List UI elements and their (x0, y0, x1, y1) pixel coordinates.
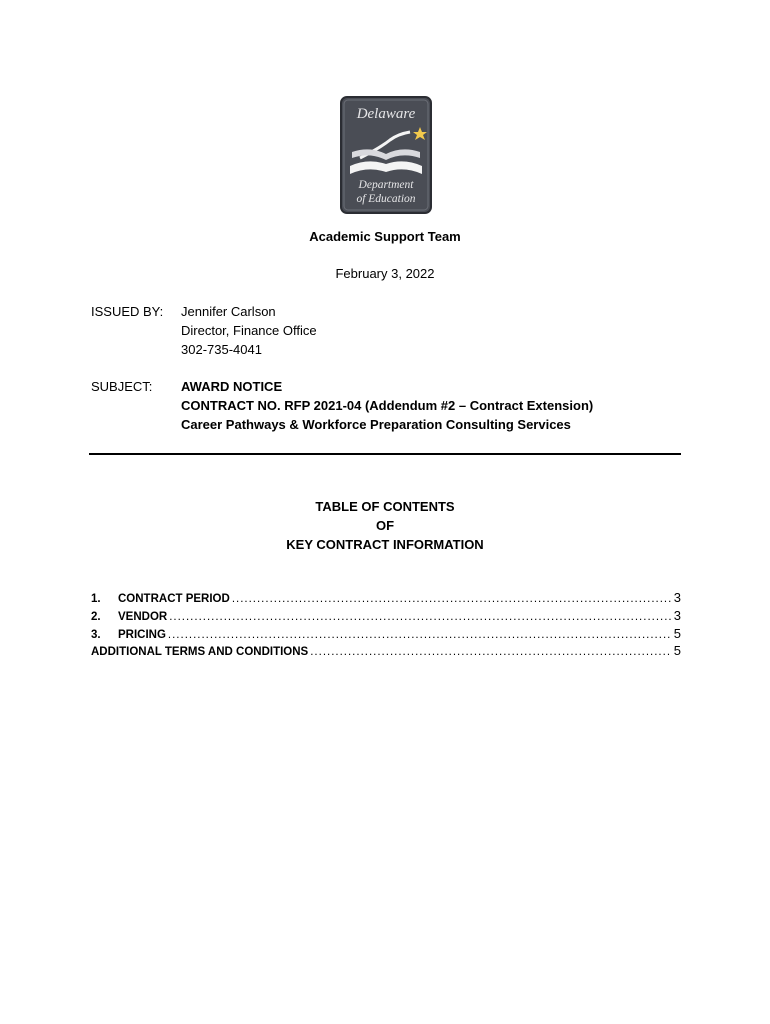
toc-leader-dots (169, 611, 672, 623)
toc-heading-line2: OF (375, 518, 395, 533)
toc-entry-number: 3. (91, 629, 101, 641)
toc-heading (0, 497, 770, 554)
toc-entry-title[interactable]: CONTRACT PERIOD (118, 593, 230, 605)
document-date: February 3, 2022 (335, 266, 435, 281)
toc-entry-contract-period[interactable] (91, 590, 681, 608)
issued-by-block (181, 302, 317, 359)
issuer-title: Director, Finance Office (181, 323, 317, 338)
toc-entry-page: 5 (673, 626, 681, 641)
logo-text-delaware: Delaware (356, 106, 416, 122)
logo-text-department: Department (358, 179, 414, 191)
toc-leader-dots (310, 646, 672, 658)
issued-by-label: ISSUED BY: (91, 304, 164, 319)
toc-heading-line3: KEY CONTRACT INFORMATION (286, 537, 484, 552)
section-divider (89, 453, 681, 455)
issuer-phone: 302-735-4041 (181, 342, 262, 357)
toc-entry-vendor[interactable] (91, 608, 681, 626)
issuer-name: Jennifer Carlson (181, 304, 276, 319)
toc-entry-title[interactable]: ADDITIONAL TERMS AND CONDITIONS (91, 646, 309, 658)
toc-entry-number: 2. (91, 611, 101, 623)
logo-text-education: of Education (356, 193, 416, 205)
team-heading: Academic Support Team (309, 229, 461, 244)
toc-entry-title[interactable]: PRICING (118, 629, 166, 641)
toc-entry-number: 1. (91, 593, 101, 605)
subject-label: SUBJECT: (91, 379, 153, 394)
toc-leader-dots (232, 593, 672, 605)
toc-entry-pricing[interactable] (91, 626, 681, 644)
toc-leader-dots (168, 629, 672, 641)
toc-entry-title[interactable]: VENDOR (118, 611, 168, 623)
subject-contract-no: CONTRACT NO. RFP 2021-04 (Addendum #2 – Contract Extension) (181, 398, 594, 413)
toc-entry-page: 5 (673, 643, 681, 658)
subject-service-name: Career Pathways & Workforce Preparation Consulting Services (181, 417, 571, 432)
subject-award-notice: AWARD NOTICE (181, 379, 283, 394)
delaware-doe-logo (340, 96, 432, 214)
subject-block (181, 377, 593, 434)
toc-entry-page: 3 (673, 608, 681, 623)
toc-entry-additional-terms[interactable] (91, 643, 681, 661)
toc-entry-page: 3 (673, 590, 681, 605)
toc-heading-line1: TABLE OF CONTENTS (315, 499, 455, 514)
